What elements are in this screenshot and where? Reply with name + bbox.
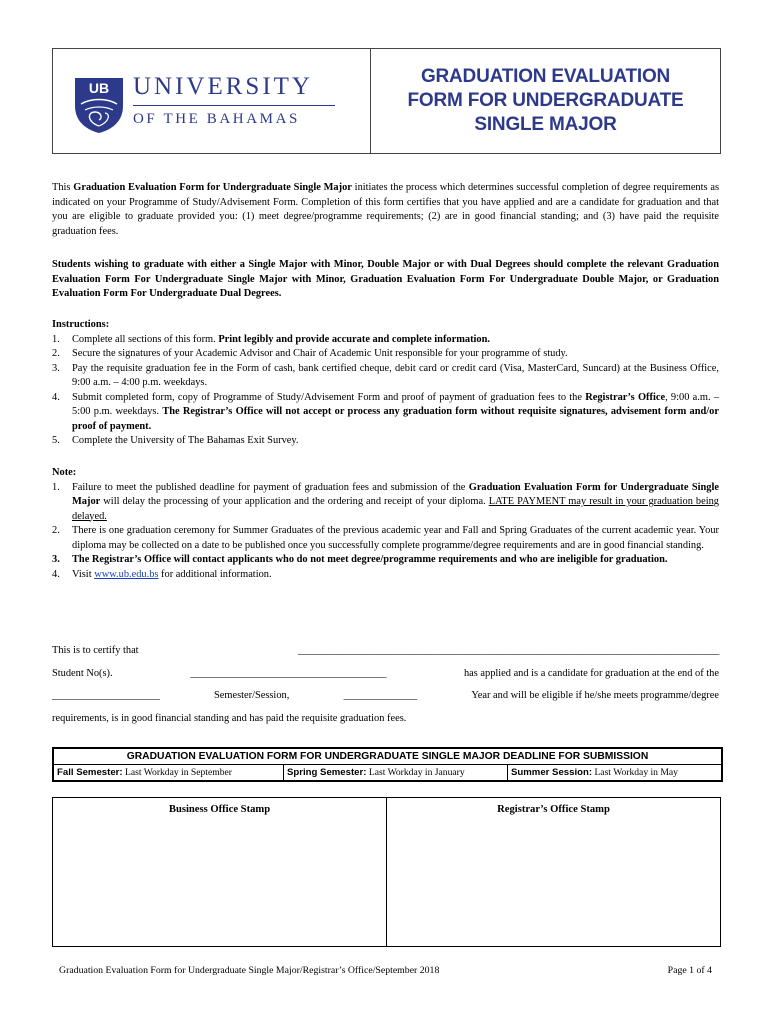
deadline-heading: GRADUATION EVALUATION FORM FOR UNDERGRADUATE SINGLE MAJOR DEADLINE FOR SUBMISSION <box>54 749 721 765</box>
university-logo <box>53 49 371 153</box>
form-title: GRADUATION EVALUATION FORM FOR UNDERGRADUATE SINGLE MAJOR <box>407 66 684 135</box>
certify-line-2: Student No(s). ________________________________________ has applied and is a candidate for graduation at the end of the <box>52 668 719 679</box>
stamp-boxes <box>52 797 721 947</box>
page-number: Page 1 of 4 <box>667 965 712 976</box>
list-item: 2. There is one graduation ceremony for Summer Graduates of the previous academic year and Fall and Spring Graduates of the current academic year. Your diploma may be collected on a date to be published once you successfully complete programme/degree requirements and are in good financial standing. <box>52 525 719 551</box>
logo-divider <box>133 105 335 106</box>
svg-text:UB: UB <box>88 80 110 96</box>
semester-field[interactable]: ______________________ <box>52 690 160 701</box>
instructions-heading: Instructions: <box>52 319 110 330</box>
deadline-fall: Fall Semester: Last Workday in September <box>54 765 284 780</box>
logo-wordmark-bahamas: OF THE BAHAMAS <box>133 111 300 127</box>
registrar-office-stamp-box: Registrar’s Office Stamp <box>386 798 720 946</box>
form-header <box>52 48 721 154</box>
notes-heading: Note: <box>52 467 77 478</box>
footer-document-info: Graduation Evaluation Form for Undergraduate Single Major/Registrar’s Office/September 2018 <box>59 965 440 976</box>
year-field[interactable]: _______________ <box>343 690 418 701</box>
instructions-section <box>52 318 719 449</box>
list-item: 4. Submit completed form, copy of Programme of Study/Advisement Form and proof of payment of graduation fees to the Registrar’s Office, 9:00 a.m. – 5:00 p.m. weekdays. The Registrar’s Office will not accept or process any graduation form without requisite signatures, advisement form and/or proof of payment. <box>52 391 720 432</box>
certify-line-1: This is to certify that ______________________________________________________________________________________ <box>52 645 719 656</box>
certify-line-3: ______________________ Semester/Session, _______________ Year and will be eligible if he/she meets programme/degree <box>52 690 719 701</box>
student-number-field[interactable]: ________________________________________ <box>190 668 387 679</box>
deadline-spring: Spring Semester: Last Workday in January <box>284 765 508 780</box>
list-item: 1. Failure to meet the published deadline for payment of graduation fees and submission of the Graduation Evaluation Form for Undergraduate Single Major will delay the processing of your application and the ordering and receipt of your diploma. LATE PAYMENT may result in your graduation being delayed. <box>52 481 719 522</box>
form-title-cell <box>371 49 720 153</box>
business-office-stamp-box: Business Office Stamp <box>168 804 271 815</box>
certify-line-4: requirements, is in good financial standing and has paid the requisite graduation fees. <box>52 713 407 724</box>
logo-wordmark-university: UNIVERSITY <box>133 73 313 100</box>
deadline-summer: Summer Session: Last Workday in May <box>511 767 678 778</box>
deadline-row <box>54 765 721 780</box>
list-item: 5. Complete the University of The Bahamas Exit Survey. <box>52 435 299 446</box>
alternate-forms-paragraph: Students wishing to graduate with either a Single Major with Minor, Double Major or with Dual Degrees should complete the relevant Graduation Evaluation Form For Undergraduate Single Major with Minor, Graduation Evaluation Form For Undergraduate Double Major, or Graduation Evaluation Form For Undergraduate Dual Degrees. <box>52 259 719 299</box>
deadline-table <box>52 747 723 782</box>
list-item: 3. The Registrar’s Office will contact applicants who do not meet degree/programme requirements and who are ineligible for graduation. <box>52 554 668 565</box>
ub-emblem-icon <box>73 76 125 134</box>
list-item: 1. Complete all sections of this form. Print legibly and provide accurate and complete information. <box>52 333 490 345</box>
university-website-link[interactable]: www.ub.edu.bs <box>94 568 159 580</box>
list-item: 2. Secure the signatures of your Academic Advisor and Chair of Academic Unit responsible for your programme of study. <box>52 348 568 359</box>
student-name-field[interactable]: ______________________________________________________________________________________ <box>298 645 719 656</box>
list-item: 4. Visit www.ub.edu.bs for additional information. <box>52 568 272 580</box>
list-item: 3. Pay the requisite graduation fee in the Form of cash, bank certified cheque, debit card or credit card (Visa, MasterCard, Suncard) at the Business Office, 9:00 a.m. – 4:00 p.m. weekdays. <box>52 362 719 388</box>
notes-section <box>52 466 719 582</box>
intro-paragraph: This Graduation Evaluation Form for Undergraduate Single Major initiates the process which determines successful completion of degree requirements as indicated on your Programme of Study/Advisement Form. Completion of this form certifies that you have applied and are a candidate for graduation and that you are eligible to graduate provided you: (1) meet degree/programme requirements; (2) are in good financial standing; and (3) have paid the requisite graduation fees. <box>52 182 719 237</box>
